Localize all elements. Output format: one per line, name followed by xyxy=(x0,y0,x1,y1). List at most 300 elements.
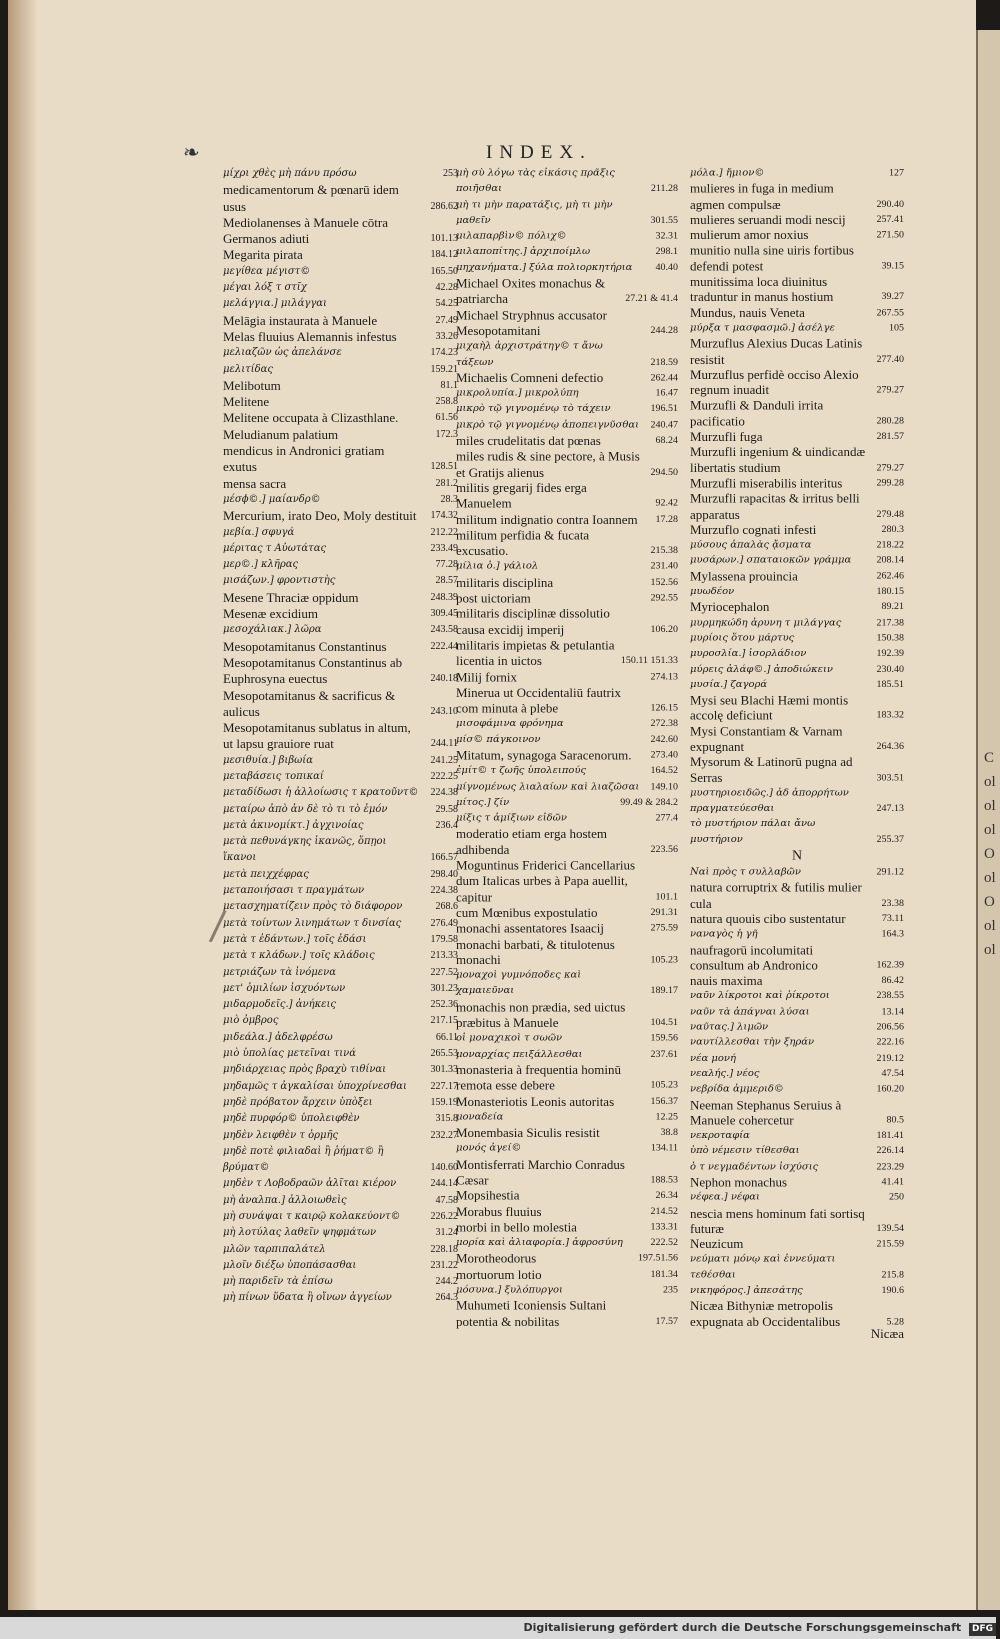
entry-term: μισοφάμινα φρόνημα xyxy=(456,718,564,730)
entry-page-ref: 267.55 xyxy=(876,307,904,318)
entry-term: μυρίοις ὅτου μάρτυς xyxy=(690,632,795,644)
entry-term: Mesene Thraciæ oppidum xyxy=(223,589,359,605)
entry-page-ref: 257.41 xyxy=(876,214,904,225)
entry-page-ref: 164.52 xyxy=(650,765,678,777)
entry-page-ref: 134.11 xyxy=(650,1143,678,1154)
index-entry xyxy=(690,336,904,367)
index-entry xyxy=(223,215,458,248)
entry-page-ref: 32.31 xyxy=(655,230,678,242)
entry-term: Monembasia Siculis resistit xyxy=(456,1125,600,1140)
entry-page-ref: 38.8 xyxy=(660,1127,678,1139)
entry-term: morbi in bello molestia xyxy=(456,1219,577,1235)
entry-term: ναῦν τὰ ἀπάγναι λύσαι xyxy=(690,1006,810,1017)
entry-term: Neeman Stephanus Seruius à Manuele cohercetur xyxy=(690,1097,842,1128)
index-entry xyxy=(456,764,678,780)
entry-page-ref: 233.49 xyxy=(430,542,458,554)
index-entry xyxy=(223,932,458,948)
entry-page-ref: 89.21 xyxy=(881,601,904,613)
entry-page-ref: 180.15 xyxy=(876,586,904,597)
entry-page-ref: 190.6 xyxy=(881,1285,904,1296)
entry-term: monachi assentatores Isaacij xyxy=(456,921,604,936)
index-entry xyxy=(690,212,904,227)
index-entry xyxy=(223,622,458,638)
index-entry xyxy=(690,538,904,553)
entry-page-ref: 81.1 xyxy=(440,379,458,391)
index-entry xyxy=(690,1252,904,1283)
entry-term: μικρολυπία.] μικρολύπη xyxy=(456,388,579,399)
entry-term: Murzuflo cognati infesti xyxy=(690,522,817,537)
index-entry xyxy=(223,182,458,215)
entry-term: mortuorum lotio xyxy=(456,1267,542,1282)
entry-term: μικρὸ τῷ γιγνομένῳ τὸ τάχειν xyxy=(456,403,611,415)
entry-term: mensa sacra xyxy=(223,475,287,491)
index-entry xyxy=(223,525,458,541)
entry-term: monasteria à frequentia hominū remota esse debere xyxy=(456,1062,621,1093)
index-entry xyxy=(223,1290,458,1306)
catchword: Nicæa xyxy=(870,1326,904,1341)
entry-page-ref: 156.37 xyxy=(650,1095,678,1107)
entry-page-ref: 309.45 xyxy=(430,608,458,620)
index-column-middle xyxy=(456,166,678,1330)
entry-term: Mesopotamitanus & sacrificus & aulicus xyxy=(223,687,396,719)
entry-term: Myriocephalon xyxy=(690,599,770,615)
index-entry xyxy=(223,590,458,606)
entry-page-ref: 212.22 xyxy=(430,526,458,538)
index-entry xyxy=(690,615,904,630)
entry-term: μετὰ τ ἐδάντων.] τοῖς ἐδάσι xyxy=(223,933,367,945)
adjacent-page-letter: O xyxy=(984,846,995,862)
entry-page-ref: 226.22 xyxy=(430,1211,458,1222)
index-entry xyxy=(690,1067,904,1082)
entry-term: mulierum amor noxius xyxy=(690,227,809,243)
entry-page-ref: 279.27 xyxy=(876,384,904,396)
entry-term: Mopsihestia xyxy=(456,1188,520,1203)
entry-term: μόσυνα.] ξυλόπυργοι xyxy=(456,1284,563,1296)
index-entry xyxy=(223,296,458,312)
index-entry xyxy=(223,557,458,573)
index-entry xyxy=(456,418,678,434)
entry-page-ref: 33.26 xyxy=(435,330,458,342)
entry-term: μέριτας τ Αὐωτάτας xyxy=(223,542,327,554)
index-entry xyxy=(456,370,678,386)
index-entry xyxy=(223,280,458,296)
section-letter: N xyxy=(791,848,803,864)
index-entry xyxy=(223,948,458,964)
index-entry xyxy=(223,1209,458,1225)
entry-page-ref: 174.23 xyxy=(430,347,458,359)
entry-term: μελάγγια.] μιλάγγαι xyxy=(223,298,327,310)
entry-term: μοναδεία xyxy=(456,1111,504,1123)
entry-page-ref: 28.3 xyxy=(440,493,458,505)
index-entry xyxy=(690,243,904,274)
entry-term: Morotheodorus xyxy=(456,1251,537,1266)
entry-term: mulieres seruandi modi nescij xyxy=(690,212,846,227)
entry-page-ref: 150.11 151.33 xyxy=(620,655,678,667)
entry-term: natura corruptrix & futilis mulier cula xyxy=(690,880,862,911)
entry-term: οἱ μοναχικοὶ τ σωῶν xyxy=(456,1033,563,1044)
entry-term: ναναγὸς ἡ γῆ xyxy=(690,928,758,940)
index-entry xyxy=(456,779,678,795)
entry-page-ref: 215.38 xyxy=(650,545,678,557)
entry-term: Mercurium, irato Deo, Moly destituit xyxy=(223,508,417,524)
entry-term: Neuzicum xyxy=(690,1236,744,1252)
entry-page-ref: 66.11 xyxy=(435,1031,458,1043)
entry-term: μιλαπαρβὶν© πόλιχ© xyxy=(456,230,567,242)
entry-page-ref: 277.40 xyxy=(876,353,904,365)
entry-page-ref: 241.25 xyxy=(430,754,458,766)
entry-page-ref: 17.28 xyxy=(655,513,678,525)
entry-page-ref: 185.51 xyxy=(876,679,904,690)
index-column-right xyxy=(690,166,904,1330)
entry-page-ref: 101.13 xyxy=(430,233,458,245)
book-page xyxy=(8,0,976,1610)
entry-page-ref: 303.51 xyxy=(876,772,904,783)
entry-term: μύρξα τ μασφασμῶ.] ἀσέλγε xyxy=(690,322,835,334)
entry-page-ref: 213.33 xyxy=(430,950,458,962)
entry-term: Mesenæ excidium xyxy=(223,606,318,622)
index-entry xyxy=(690,912,904,927)
entry-page-ref: 277.4 xyxy=(655,812,678,824)
index-entry xyxy=(690,989,904,1004)
entry-page-ref: 243.58 xyxy=(430,624,458,636)
entry-term: νεκροταφία xyxy=(690,1130,750,1141)
entry-page-ref: 159.19 xyxy=(430,1096,458,1108)
page-header-index: INDEX. xyxy=(486,142,592,163)
index-entry xyxy=(223,492,458,508)
entry-term: nescia mens hominum fati sortisq futuræ xyxy=(690,1205,865,1236)
index-entry xyxy=(456,559,678,575)
index-entry xyxy=(456,591,678,607)
entry-term: munitissima loca diuinitus traduntur in manus hostium xyxy=(690,274,834,305)
index-entry xyxy=(456,669,678,685)
entry-page-ref: 224.38 xyxy=(430,787,458,799)
entry-page-ref: 217.15 xyxy=(430,1015,458,1027)
entry-term: Mundus, nauis Veneta xyxy=(690,305,805,320)
entry-term: μετὰ πειχχέφρας xyxy=(223,868,309,880)
index-entry xyxy=(223,476,458,492)
index-entry xyxy=(690,1237,904,1252)
index-entry xyxy=(223,867,458,883)
entry-term: μεγίθεα μέγιστ© xyxy=(223,265,311,277)
entry-page-ref: 127 xyxy=(889,167,904,179)
index-entry xyxy=(456,1000,678,1031)
entry-term: μηδὲν λειφθὲν τ ὁρμῆς xyxy=(223,1129,339,1141)
entry-page-ref: 298.40 xyxy=(430,868,458,880)
entry-term: natura quouis cibo sustentatur xyxy=(690,911,846,926)
index-entry xyxy=(456,260,678,276)
entry-page-ref: 247.13 xyxy=(876,803,904,814)
index-entry xyxy=(456,606,678,637)
index-entry xyxy=(456,685,678,716)
index-entry xyxy=(223,573,458,589)
index-entry xyxy=(690,662,904,677)
entry-page-ref: 188.53 xyxy=(650,1174,678,1186)
entry-term: μεβία.] σφυγά xyxy=(223,526,295,538)
entry-page-ref: 166.57 xyxy=(430,852,458,864)
entry-page-ref: 165.50 xyxy=(430,265,458,277)
entry-term: μιδαρμοδεῖς.] ἀνήκεις xyxy=(223,999,337,1011)
entry-page-ref: 218.59 xyxy=(650,356,678,368)
entry-page-ref: 218.22 xyxy=(876,539,904,551)
index-entry xyxy=(690,1144,904,1159)
index-entry xyxy=(456,166,678,197)
adjacent-page-letter: ol xyxy=(984,870,996,886)
entry-term: mulieres in fuga in medium agmen compulsæ xyxy=(690,181,834,212)
entry-term: νικηφόρος.] ἀπεσάτης xyxy=(690,1285,803,1296)
entry-term: μεταίρω ἀπὸ ἀν δὲ τὸ τι τὸ ἐμόν xyxy=(223,803,388,815)
index-entry xyxy=(690,584,904,599)
index-entry xyxy=(456,1236,678,1252)
entry-term: ὑπὸ νέμεσιν τίθεσθαι xyxy=(690,1145,800,1157)
index-entry xyxy=(690,569,904,584)
index-entry xyxy=(690,1190,904,1205)
entry-term: ναῦτας.] λιμῶν xyxy=(690,1021,769,1033)
entry-page-ref: 252.36 xyxy=(430,999,458,1011)
entry-term: μοναχοὶ γυμνόποδες καὶ χαμαιεῦναι xyxy=(456,970,582,997)
index-entry xyxy=(456,528,678,559)
index-entry xyxy=(456,968,678,999)
index-entry xyxy=(456,276,678,307)
index-entry xyxy=(223,264,458,280)
index-entry xyxy=(690,1206,904,1237)
entry-page-ref: 237.61 xyxy=(650,1048,678,1060)
index-entry xyxy=(690,1175,904,1190)
index-entry xyxy=(223,639,458,655)
entry-term: μίσ© πάγκοινον xyxy=(456,734,541,745)
adjacent-page-letter: ol xyxy=(984,774,996,790)
entry-page-ref: 181.34 xyxy=(650,1268,678,1280)
entry-term: μυωδέον xyxy=(690,586,735,597)
entry-page-ref: 281.57 xyxy=(876,431,904,442)
adjacent-page-letter: ol xyxy=(984,798,996,814)
entry-term: Nicæa Bithyniæ metropolis expugnata ab Occidentalibus xyxy=(690,1298,841,1329)
index-entry xyxy=(690,166,904,181)
index-entry xyxy=(456,1031,678,1047)
index-entry xyxy=(690,553,904,568)
entry-page-ref: 242.60 xyxy=(650,734,678,745)
entry-page-ref: 235 xyxy=(663,1284,678,1296)
entry-term: μυρμηκώδη ἀρυνη τ μιλάγγας xyxy=(690,617,842,628)
index-entry xyxy=(456,229,678,245)
index-entry xyxy=(456,811,678,827)
entry-term: mendicus in Andronici gratiam exutus xyxy=(223,443,385,475)
entry-term: μεταβάσεις τοπικαί xyxy=(223,770,324,782)
index-entry xyxy=(223,1046,458,1062)
entry-page-ref: 128.51 xyxy=(430,461,458,473)
entry-term: νέφεα.] νέφαι xyxy=(690,1192,760,1203)
entry-term: medicamentorum & pœnarū idem usus xyxy=(223,182,399,214)
index-entry xyxy=(456,512,678,528)
entry-page-ref: 172.3 xyxy=(435,428,458,440)
index-entry xyxy=(456,433,678,449)
entry-page-ref: 240.18 xyxy=(430,673,458,685)
entry-page-ref: 255.37 xyxy=(876,834,904,845)
entry-term: Mysi Constantiam & Varnam expugnant xyxy=(690,723,843,754)
index-entry xyxy=(690,693,904,724)
entry-page-ref: 258.8 xyxy=(435,396,458,408)
entry-term: μίχρι χθὲς μὴ πάνυ πρόσω xyxy=(223,168,357,179)
entry-term: μερ©.] κλῆρας xyxy=(223,559,299,571)
adjacent-page-letter: ol xyxy=(984,918,996,934)
entry-term: μέσϕ©.] μαίανδρ© xyxy=(223,493,321,505)
index-entry xyxy=(690,1283,904,1298)
entry-page-ref: 262.44 xyxy=(650,372,678,384)
entry-term: μετὰ τοίντων λινημάτων τ δινσίας xyxy=(223,917,402,929)
entry-term: Michaelis Comneni defectio xyxy=(456,370,604,385)
entry-page-ref: 17.57 xyxy=(655,1316,678,1327)
entry-term: Morabus fluuius xyxy=(456,1204,542,1219)
entry-page-ref: 183.32 xyxy=(876,710,904,721)
entry-term: Mylassena prouincia xyxy=(690,568,798,584)
index-entry xyxy=(456,1110,678,1126)
index-entry xyxy=(456,905,678,921)
index-entry xyxy=(690,305,904,320)
index-entry xyxy=(456,638,678,669)
entry-page-ref: 253 xyxy=(443,168,458,179)
entry-page-ref: 265.53 xyxy=(430,1048,458,1060)
entry-term: μεταποιήσασι τ πραγμάτων xyxy=(223,885,365,897)
entry-term: νέα μονή xyxy=(690,1052,736,1064)
index-entry xyxy=(690,274,904,305)
entry-page-ref: 244.14 xyxy=(430,1178,458,1190)
index-entry xyxy=(223,802,458,818)
index-entry xyxy=(456,1141,678,1157)
entry-term: μιὸ ὑπολίας μετεῖναι τινά xyxy=(223,1048,356,1060)
index-entry xyxy=(223,443,458,476)
entry-page-ref: 77.28 xyxy=(435,559,458,571)
entry-term: μηδὲ πυρφόρ© ὑπολειφθὲν xyxy=(223,1113,360,1125)
entry-page-ref: 152.56 xyxy=(650,576,678,588)
entry-page-ref: 189.17 xyxy=(650,985,678,997)
entry-page-ref: 5.28 xyxy=(886,1316,904,1327)
index-entry xyxy=(223,1225,458,1241)
entry-page-ref: 47.54 xyxy=(881,1068,904,1079)
entry-term: ναυτίλλεσθαι τὴν ξηράν xyxy=(690,1037,815,1048)
entry-page-ref: 159.56 xyxy=(650,1033,678,1044)
entry-page-ref: 47.58 xyxy=(435,1194,458,1206)
index-entry xyxy=(456,197,678,228)
index-entry xyxy=(690,181,904,212)
entry-term: μὴ παριδεῖν τὰ ἐπίσω xyxy=(223,1276,333,1288)
index-entry xyxy=(690,865,904,880)
entry-page-ref: 13.14 xyxy=(881,1006,904,1017)
adjacent-page-letter: ol xyxy=(984,822,996,838)
index-entry xyxy=(690,1005,904,1020)
index-entry xyxy=(456,575,678,591)
entry-page-ref: 243.10 xyxy=(430,705,458,717)
entry-page-ref: 28.57 xyxy=(435,575,458,587)
entry-term: μηδὲ ποτὲ φιλιαδαὶ ἢ ῥήματ© ἢ βρύματ© xyxy=(223,1145,384,1174)
entry-term: Minerua ut Occidentaliū fautrix com minuta à plebe xyxy=(456,685,621,716)
entry-page-ref: 29.58 xyxy=(435,803,458,815)
index-entry xyxy=(223,606,458,622)
entry-term: nauis maxima xyxy=(690,973,763,988)
entry-page-ref: 224.38 xyxy=(430,885,458,897)
entry-term: τὸ μυστήριον πάλαι ἄνω μυστήριον xyxy=(690,818,816,845)
entry-page-ref: 222.25 xyxy=(430,770,458,782)
index-entry xyxy=(223,1128,458,1144)
index-entry xyxy=(456,732,678,748)
index-entry xyxy=(223,785,458,801)
entry-page-ref: 291.12 xyxy=(876,866,904,878)
entry-term: μίτος.] ζίν xyxy=(456,797,510,808)
adjacent-page-letter: C xyxy=(984,750,995,766)
entry-term: μύσους ἀπαλὰς ᾄσματα xyxy=(690,539,812,551)
index-entry xyxy=(223,1176,458,1192)
entry-term: naufragorū incolumitati consultum ab Andronico xyxy=(690,942,818,973)
entry-term: μηδὲν τ Λοβοδραῶν ἀλῖται κιέρον xyxy=(223,1178,397,1190)
index-entry xyxy=(223,1079,458,1095)
entry-page-ref: 274.13 xyxy=(650,671,678,682)
entry-term: μόλα.] ἤμιον© xyxy=(690,167,765,179)
entry-page-ref: 16.47 xyxy=(655,388,678,399)
index-entry xyxy=(456,245,678,261)
index-entry xyxy=(223,834,458,867)
index-entry xyxy=(223,247,458,263)
entry-term: Muhumeti Iconiensis Sultani potentia & nobilitas xyxy=(456,1298,607,1329)
index-entry xyxy=(223,1144,458,1177)
index-entry xyxy=(456,1047,678,1063)
entry-page-ref: 208.14 xyxy=(876,555,904,566)
entry-term: ἐμίτ© τ ζωῆς ὑπολειπούς xyxy=(456,765,587,777)
index-entry xyxy=(690,522,904,537)
index-entry xyxy=(223,1193,458,1209)
entry-term: μελιτίδας xyxy=(223,363,273,375)
entry-term: μιχαὴλ ἀρχιστράτηγ© τ ἄνω τάξεων xyxy=(456,340,603,368)
entry-term: Michael Stryphnus accusator Mesopotamitani xyxy=(456,307,607,338)
entry-page-ref: 238.55 xyxy=(876,990,904,1002)
entry-page-ref: 227.17 xyxy=(430,1080,458,1092)
entry-term: μλῶν ταρπιπαλάτελ xyxy=(223,1243,326,1255)
entry-page-ref: 73.11 xyxy=(881,913,904,924)
index-entry xyxy=(223,1062,458,1078)
index-entry xyxy=(690,1036,904,1051)
index-entry xyxy=(223,541,458,557)
index-entry xyxy=(456,449,678,480)
index-entry xyxy=(690,1098,904,1129)
entry-term: μυροσλία.] ἰσορλάδιον xyxy=(690,648,807,659)
entry-term: Mysorum & Latinorū pugna ad Serras xyxy=(690,754,853,785)
entry-page-ref: 68.24 xyxy=(655,435,678,446)
entry-term: Melibotum xyxy=(223,377,281,393)
entry-page-ref: 105.23 xyxy=(650,1080,678,1091)
entry-page-ref: 286.62 xyxy=(430,200,458,212)
entry-term: Mesopotamitanus Constantinus ab Euphrosyna euectus xyxy=(223,654,403,687)
entry-page-ref: 236.4 xyxy=(435,819,458,831)
entry-term: post uictoriam xyxy=(456,590,531,606)
index-entry xyxy=(456,717,678,733)
digitization-footer xyxy=(0,1617,996,1639)
index-entry xyxy=(223,394,458,410)
index-column-left xyxy=(223,166,458,1307)
entry-page-ref: 105 xyxy=(889,322,904,334)
adjacent-page-edge xyxy=(976,30,1000,1610)
entry-term: μλοῖν διέξω ὑποπάσασθαι xyxy=(223,1259,357,1271)
index-entry xyxy=(690,1051,904,1066)
entry-page-ref: 280.28 xyxy=(876,415,904,427)
entry-term: Michael Oxites monachus & patriarcha xyxy=(456,276,606,307)
entry-term: μεσιθυία.] βιβωία xyxy=(223,754,313,766)
entry-term: μετὰ πεθυνάγκης ἱκανῶς, ὅπῃοι ἵκανοι xyxy=(223,836,387,864)
index-entry xyxy=(690,755,904,786)
entry-page-ref: 279.27 xyxy=(876,462,904,473)
index-entry xyxy=(690,367,904,398)
entry-term: μίγνομένως λιαλαίων καὶ λιαζῶσαι xyxy=(456,781,640,792)
entry-term: μέγαι λόξ τ στῖχ xyxy=(223,282,307,294)
entry-page-ref: 214.52 xyxy=(650,1206,678,1217)
entry-term: μηδιάρχειας πρὸς βραχὺ τιθίναι xyxy=(223,1064,387,1076)
index-entry xyxy=(690,1159,904,1174)
